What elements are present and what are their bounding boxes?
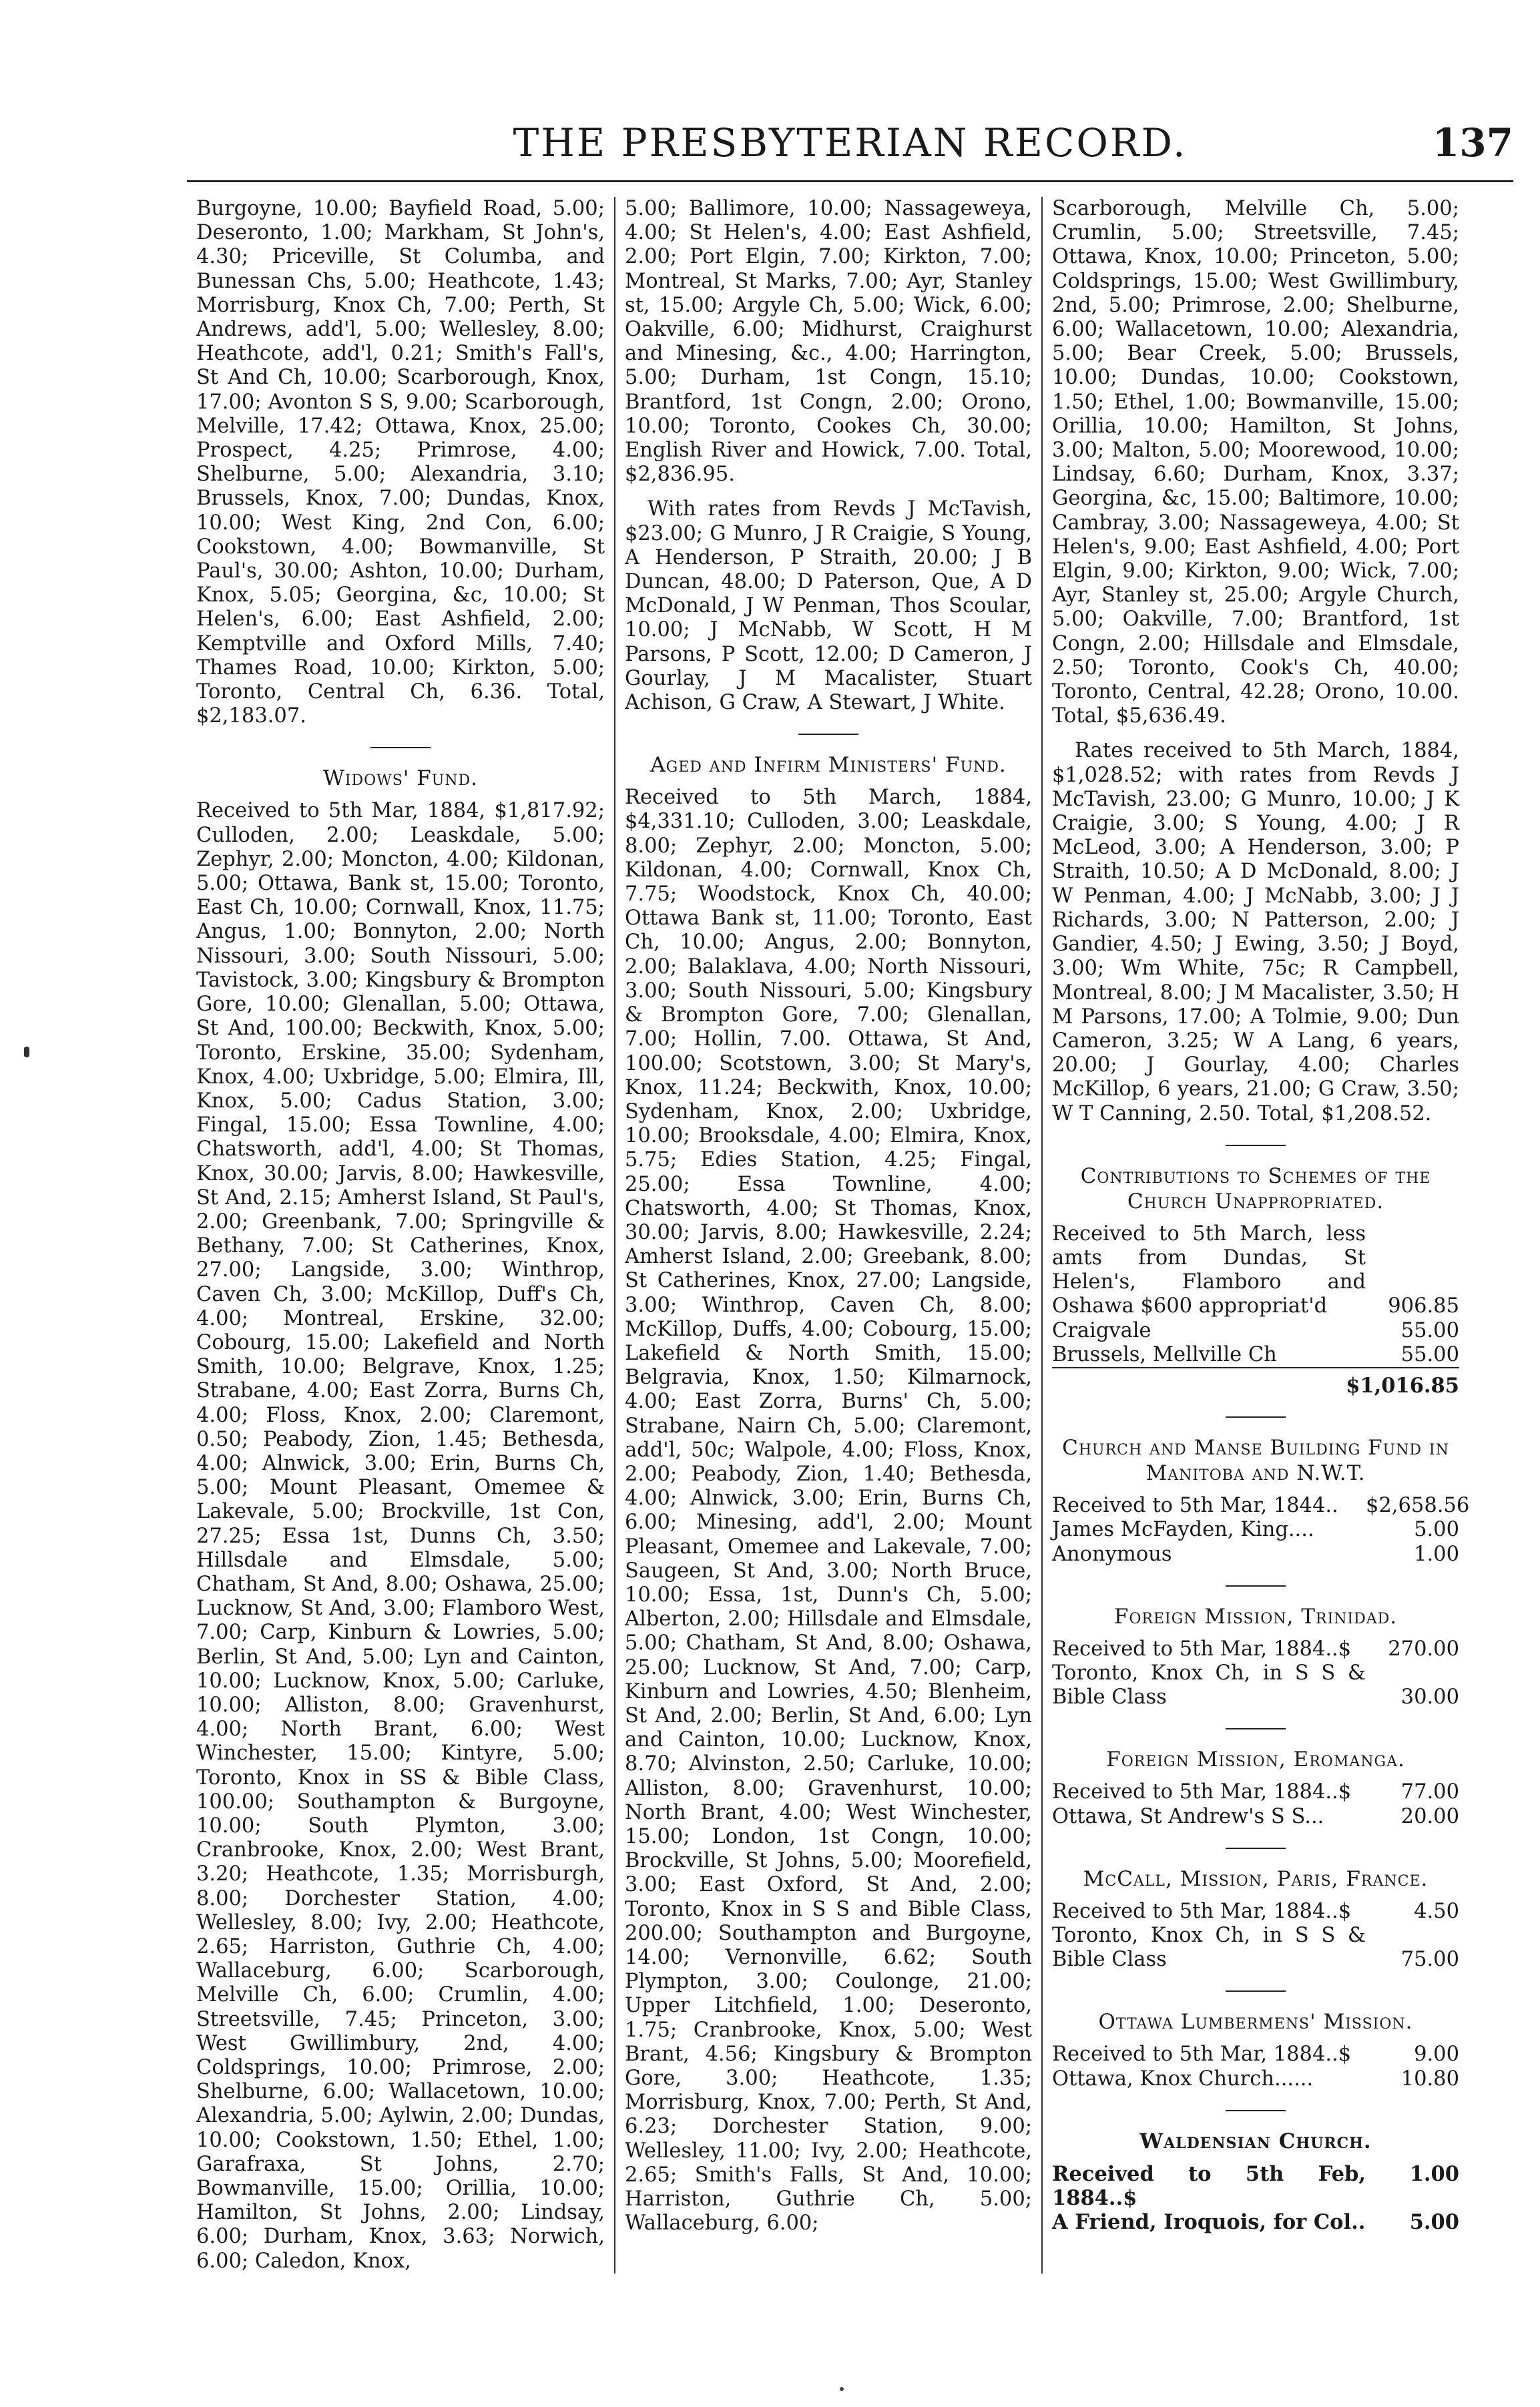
ledger-amount: 4.50	[1414, 1899, 1459, 1923]
ledger-label: Craigvale	[1052, 1318, 1151, 1342]
ledger-label: Received to 5th March, less amts from Dundas, St Helen's, Flamboro and Oshawa $600 appropriat'd	[1052, 1222, 1366, 1318]
ledger-label: Received to 5th Mar, 1884..$	[1052, 1899, 1352, 1923]
ledger-amount: 30.00	[1400, 1685, 1459, 1709]
ledger-amount: 5.00	[1414, 1518, 1459, 1542]
ledger-amount: $2,658.56	[1366, 1494, 1470, 1518]
ledger-amount: 75.00	[1400, 1948, 1459, 1972]
ledger-label: A Friend, Iroquois, for Col..	[1052, 2210, 1366, 2235]
divider	[1226, 1145, 1286, 1146]
ledger-amount: 55.00	[1400, 1318, 1459, 1342]
rates-text: With rates from Revds J McTavish, $23.00; G Munro, J R Craigie, S Young, A Henderson, P Straith, 20.00; J B Duncan, 48.00; D Paterson, Que, A D McDonald, J W Penman, Thos Scoular, 10.00; J McNabb, W Scott, H M Parsons, P Scott, 12.00; D Cameron, J Gourlay, J M Macalister, Stuart Achison, G Craw, A Stewart, J White.	[625, 497, 1032, 715]
contributions-continued: Burgoyne, 10.00; Bayfield Road, 5.00; Deseronto, 1.00; Markham, St John's, 4.30; Priceville, St Columba, and Bunessan Chs, 5.00; Heathcote, 1.43; Morrisburg, Knox Ch, 7.00; Perth, St Andrews, add'l, 5.00; Wellesley, 8.00; Heathcote, add'l, 0.21; Smith's Fall's, St And Ch, 10.00; Scarborough, Knox, 17.00; Avonton S S, 9.00; Scarborough, Melville, 17.42; Ottawa, Knox, 25.00; Prospect, 4.25; Primrose, 4.00; Shelburne, 5.00; Alexandria, 3.10; Brussels, Knox, 7.00; Dundas, Knox, 10.00; West King, 2nd Con, 6.00; Cookstown, 4.00; Bowmanville, St Paul's, 30.00; Ashton, 10.00; Durham, Knox, 5.05; Georgina, &c, 10.00; St Helen's, 6.00; East Ashfield, 2.00; Kemptville and Oxford Mills, 7.40; Thames Road, 10.00; Kirkton, 5.00; Toronto, Central Ch, 6.36. Total, $2,183.07.	[196, 197, 605, 728]
widows-fund-title: Widows' Fund.	[322, 766, 479, 791]
ledger-amount: 9.00	[1414, 2043, 1459, 2067]
contributions-continued: Scarborough, Melville Ch, 5.00; Crumlin, 5.00; Streetsville, 7.45; Ottawa, Knox, 10.00; Princeton, 5.00; Coldsprings, 15.00; West Gwillimbury, 2nd, 5.00; Primrose, 2.00; Shelburne, 6.00; Wallacetown, 10.00; Alexandria, 5.00; Bear Creek, 5.00; Brussels, 10.00; Dundas, 10.00; Cookstown, 1.50; Ethel, 1.00; Bowmanville, 15.00; Orillia, 10.00; Hamilton, St Johns, 3.00; Malton, 5.00; Moorewood, 10.00; Lindsay, 6.60; Durham, Knox, 3.37; Georgina, &c, 15.00; Baltimore, 10.00; Cambray, 3.00; Nassageweya, 4.00; St Helen's, 9.00; East Ashfield, 4.00; Port Elgin, 9.00; Kirkton, 9.00; Wick, 7.00; Ayr, Stanley st, 25.00; Argyle Church, 5.00; Oakville, 7.00; Brantford, 1st Congn, 2.00; Hillsdale and Elmsdale, 2.50; Toronto, Cook's Ch, 40.00; Toronto, Central, 42.28; Orono, 10.00. Total, $5,636.49.	[1052, 197, 1459, 728]
waldensian-church-title: Waldensian Church.	[1139, 2129, 1372, 2153]
ledger-label: Received to 5th Mar, 1844..	[1052, 1494, 1338, 1518]
ledger-row	[1052, 2210, 1459, 2234]
ledger-amount: 77.00	[1400, 1780, 1459, 1804]
ledger-amount: 1.00	[1409, 2161, 1459, 2186]
column-1	[187, 197, 614, 2274]
trinidad-mission-title: Foreign Mission, Trinidad.	[1113, 1604, 1398, 1629]
column-3	[1041, 197, 1469, 2274]
ledger-label: Anonymous	[1052, 1542, 1172, 1566]
ledger-row	[1052, 1222, 1459, 1319]
ledger-row	[1052, 1319, 1459, 1343]
divider	[1226, 1416, 1286, 1418]
rates-text: Rates received to 5th March, 1884, $1,028.52; with rates from Revds J McTavish, 23.00; G Munro, 10.00; J K Craigie, 3.00; S Young, 4.00; J R McLeod, 3.00; A Henderson, 3.00; P Straith, 10.50; A D McDonald, 8.00; J W Penman, 4.00; J McNabb, 3.00; J J Richards, 3.00; N Patterson, 2.00; J Gandier, 4.50; J Ewing, 3.50; J Boyd, 3.00; Wm White, 75c; R Campbell, Montreal, 8.00; J M Macalister, 3.50; H M Parsons, 17.00; A Tolmie, 9.00; Dun Cameron, 3.25; W A Lang, 6 years, 20.00; J Gourlay, 4.00; Charles McKillop, 6 years, 21.00; G Craw, 3.50; W T Canning, 2.50. Total, $1,208.52.	[1052, 739, 1459, 1125]
ledger-row	[1052, 1518, 1459, 1542]
divider	[798, 734, 858, 735]
paris-mission-title: McCall, Mission, Paris, France.	[1083, 1866, 1429, 1891]
ledger-total: $1,016.85	[1346, 1373, 1459, 1398]
ledger-row	[1052, 1343, 1459, 1368]
lumbermens-mission-title: Ottawa Lumbermens' Mission.	[1098, 2010, 1413, 2035]
ledger-amount: 1.00	[1414, 1542, 1459, 1566]
divider	[370, 747, 431, 748]
aged-ministers-fund-title: Aged and Infirm Ministers' Fund.	[650, 753, 1007, 778]
ledger-row	[1052, 1543, 1459, 1567]
print-dot	[840, 2387, 844, 2391]
ledger-amount: 906.85	[1388, 1294, 1459, 1318]
ledger-amount: 10.80	[1400, 2067, 1459, 2091]
divider	[1226, 2110, 1286, 2111]
column-2	[614, 197, 1041, 2274]
ledger-amount: 270.00	[1388, 1637, 1459, 1661]
ledger-label: Received to 5th Mar, 1884..$	[1052, 1780, 1352, 1804]
divider	[1226, 1990, 1286, 1992]
ledger-label: Received to 5th Mar, 1884..$	[1052, 1637, 1352, 1661]
ledger-row	[1052, 1900, 1459, 1924]
ledger-label: Received to 5th Feb, 1884..$	[1052, 2161, 1366, 2210]
manse-fund-title: Church and Manse Building Fund in Manitoba and N.W.T.	[1062, 1436, 1449, 1486]
margin-mark	[24, 1047, 29, 1057]
page-header	[187, 100, 1513, 182]
ledger-label: Toronto, Knox Ch, in S S & Bible Class	[1052, 1923, 1366, 1972]
ledger-label: Ottawa, St Andrew's S S...	[1052, 1804, 1324, 1828]
widows-fund-text: Received to 5th Mar, 1884, $1,817.92; Culloden, 2.00; Leaskdale, 5.00; Zephyr, 2.00; Moncton, 4.00; Kildonan, 5.00; Ottawa, Bank st, 15.00; Toronto, East Ch, 10.00; Cornwall, Knox, 11.75; Angus, 1.00; Bonnyton, 2.00; North Nissouri, 3.00; South Nissouri, 5.00; Tavistock, 3.00; Kingsbury & Brompton Gore, 10.00; Glenallan, 5.00; Ottawa, St And, 100.00; Beckwith, Knox, 5.00; Toronto, Erskine, 35.00; Sydenham, Knox, 4.00; Uxbridge, 5.00; Elmira, Ill, Knox, 5.00; Cadus Station, 3.00; Fingal, 15.00; Essa Townline, 4.00; Chatsworth, add'l, 4.00; St Thomas, Knox, 30.00; Jarvis, 8.00; Hawkesville, St And, 2.15; Amherst Island, St Paul's, 2.00; Greenbank, 7.00; Springville & Bethany, 7.00; St Catherines, Knox, 27.00; Langside, 3.00; Winthrop, Caven Ch, 3.00; McKillop, Duff's Ch, 4.00; Montreal, Erskine, 32.00; Cobourg, 15.00; Lakefield and North Smith, 10.00; Belgrave, Knox, 1.25; Strabane, 4.00; East Zorra, Burns Ch, 4.00; Floss, Knox, 2.00; Claremont, 0.50; Peabody, Zion, 1.45; Bethesda, 4.00; Alnwick, 3.00; Erin, Burns Ch, 5.00; Mount Pleasant, Omemee & Lakevale, 5.00; Brockville, 1st Con, 27.25; Essa 1st, Dunns Ch, 3.50; Hillsdale and Elmsdale, 5.00; Chatham, St And, 8.00; Oshawa, 25.00; Lucknow, St And, 3.00; Flamboro West, 7.00; Carp, Kinburn & Lowries, 5.00; Berlin, St And, 5.00; Lyn and Cainton, 10.00; Lucknow, Knox, 5.00; Carluke, 10.00; Alliston, 8.00; Gravenhurst, 4.00; North Brant, 6.00; West Winchester, 15.00; Kintyre, 5.00; Toronto, Knox in SS & Bible Class, 100.00; Southampton & Burgoyne, 10.00; South Plymton, 3.00; Cranbrooke, Knox, 2.00; West Brant, 3.20; Heathcote, 1.35; Morrisburgh, 8.00; Dorchester Station, 4.00; Wellesley, 8.00; Ivy, 2.00; Heathcote, 2.65; Harriston, Guthrie Ch, 4.00; Wallaceburg, 6.00; Scarborough, Melville Ch, 6.00; Crumlin, 4.00; Streetsville, 7.45; Princeton, 3.00; West Gwillimbury, 2nd, 4.00; Coldsprings, 10.00; Primrose, 2.00; Shelburne, 6.00; Wallacetown, 10.00; Alexandria, 5.00; Aylwin, 2.00; Dundas, 10.00; Cookstown, 1.50; Ethel, 1.00; Garafraxa, St Johns, 2.70; Bowmanville, 15.00; Orillia, 10.00; Hamilton, St Johns, 2.00; Lindsay, 6.00; Durham, Knox, 3.63; Norwich, 6.00; Caledon, Knox,	[196, 799, 605, 2273]
ledger-row	[1052, 1637, 1459, 1661]
ledger-label: Brussels, Mellville Ch	[1052, 1342, 1277, 1366]
contributions-unappropriated-title: Contributions to Schemes of the Church Unappropriated.	[1080, 1163, 1431, 1214]
ledger-row	[1052, 1780, 1459, 1804]
ledger-amount: 20.00	[1400, 1804, 1459, 1828]
columns	[187, 197, 1513, 2274]
ledger-amount: 55.00	[1400, 1342, 1459, 1366]
page-title: THE PRESBYTERIAN RECORD.	[513, 120, 1188, 166]
ledger-row	[1052, 1924, 1459, 1972]
ledger-row	[1052, 1494, 1470, 1518]
ledger-label: James McFayden, King....	[1052, 1518, 1314, 1542]
divider	[1226, 1848, 1286, 1849]
ledger-row	[1052, 2162, 1459, 2210]
divider	[1226, 1728, 1286, 1729]
ledger-row	[1052, 1805, 1459, 1829]
ledger-row	[1052, 1661, 1459, 1709]
ledger-label: Toronto, Knox Ch, in S S & Bible Class	[1052, 1661, 1366, 1709]
ledger-row	[1052, 2067, 1459, 2091]
page-number: 137	[1432, 120, 1513, 166]
eromanga-mission-title: Foreign Mission, Eromanga.	[1106, 1748, 1405, 1772]
aged-ministers-fund-text: Received to 5th March, 1884, $4,331.10; Culloden, 3.00; Leaskdale, 8.00; Zephyr, 2.00; Moncton, 5.00; Kildonan, 4.00; Cornwall, Knox Ch, 7.75; Woodstock, Knox Ch, 40.00; Ottawa Bank st, 11.00; Toronto, East Ch, 10.00; Angus, 2.00; Bonnyton, 2.00; Balaklava, 4.00; North Nissouri, 3.00; South Nissouri, 5.00; Kingsbury & Brompton Gore, 7.00; Glenallan, 7.00; Hollin, 7.00. Ottawa, St And, 100.00; Scotstown, 3.00; St Mary's, Knox, 11.24; Beckwith, Knox, 10.00; Sydenham, Knox, 2.00; Uxbridge, 10.00; Brooksdale, 4.00; Elmira, Knox, 5.75; Edies Station, 4.25; Fingal, 25.00; Essa Townline, 4.00; Chatsworth, 4.00; St Thomas, Knox, 30.00; Jarvis, 8.00; Hawkesville, 2.24; Amherst Island, 2.00; Greebank, 8.00; St Catherines, Knox, 27.00; Langside, 3.00; Winthrop, Caven Ch, 8.00; McKillop, Duffs, 4.00; Cobourg, 15.00; Lakefield & North Smith, 15.00; Belgravia, Knox, 1.50; Kilmarnock, 4.00; East Zorra, Burns' Ch, 5.00; Strabane, Nairn Ch, 5.00; Claremont, add'l, 50c; Walpole, 4.00; Floss, Knox, 2.00; Peabody, Zion, 1.40; Bethesda, 4.00; Alnwick, 3.00; Erin, Burns Ch, 6.00; Minesing, add'l, 2.00; Mount Pleasant, Omemee and Lakevale, 7.00; Saugeen, St And, 3.00; North Bruce, 10.00; Essa, 1st, Dunn's Ch, 5.00; Alberton, 2.00; Hillsdale and Elmsdale, 5.00; Chatham, St And, 8.00; Oshawa, 25.00; Lucknow, St And, 7.00; Carp, Kinburn and Lowries, 4.50; Blenheim, St And, 2.00; Berlin, St And, 6.00; Lyn and Cainton, 10.00; Lucknow, Knox, 8.70; Alvinston, 2.50; Carluke, 10.00; Alliston, 8.00; Gravenhurst, 10.00; North Brant, 4.00; West Winchester, 15.00; London, 1st Congn, 10.00; Brockville, St Johns, 5.00; Moorefield, 3.00; East Oxford, St And, 2.00; Toronto, Knox in S S and Bible Class, 200.00; Southampton and Burgoyne, 14.00; Vernonville, 6.62; South Plympton, 3.00; Coulonge, 21.00; Upper Litchfield, 1.00; Deseronto, 1.75; Cranbrooke, Knox, 5.00; West Brant, 4.56; Kingsbury & Brompton Gore, 3.00; Heathcote, 1.35; Morrisburg, Knox, 7.00; Perth, St And, 6.23; Dorchester Station, 9.00; Wellesley, 11.00; Ivy, 2.00; Heathcote, 2.65; Smith's Falls, St And, 10.00; Harriston, Guthrie Ch, 5.00; Wallaceburg, 6.00;	[625, 786, 1032, 2235]
ledger-row	[1052, 2043, 1459, 2067]
ledger-amount: 5.00	[1409, 2210, 1459, 2235]
divider	[1226, 1585, 1286, 1587]
contributions-continued: 5.00; Ballimore, 10.00; Nassageweya, 4.00; St Helen's, 4.00; East Ashfield, 2.00; Port Elgin, 7.00; Kirkton, 7.00; Montreal, St Marks, 7.00; Ayr, Stanley st, 15.00; Argyle Ch, 5.00; Wick, 6.00; Oakville, 6.00; Midhurst, Craighurst and Minesing, &c., 4.00; Harrington, 5.00; Durham, 1st Congn, 15.10; Brantford, 1st Congn, 2.00; Orono, 10.00; Toronto, Cookes Ch, 30.00; English River and Howick, 7.00. Total, $2,836.95.	[625, 197, 1032, 487]
ledger-label: Received to 5th Mar, 1884..$	[1052, 2043, 1352, 2067]
ledger-label: Ottawa, Knox Church......	[1052, 2067, 1314, 2091]
